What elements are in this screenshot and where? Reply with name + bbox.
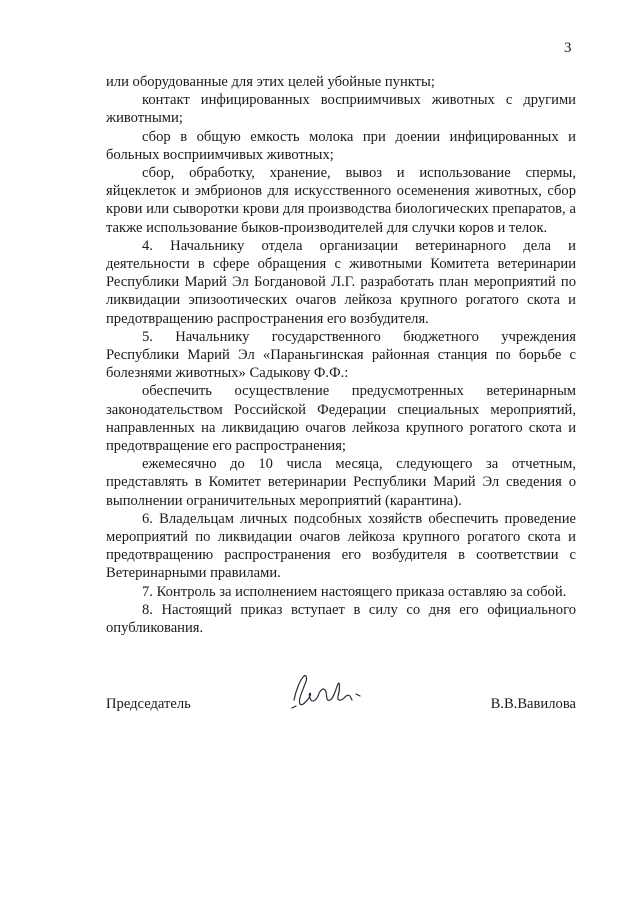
- paragraph-contact-animals: контакт инфицированных восприимчивых животных с другими животными;: [106, 92, 576, 127]
- paragraph-item-5-monthly: ежемесячно до 10 числа месяца, следующего за отчетным, представлять в Комитет ветеринарии Республики Марий Эл сведения о выполнении ограничительных мероприятий (карантина).: [106, 456, 576, 509]
- signature-block: [106, 684, 576, 724]
- document-body: [106, 73, 576, 637]
- signatory-title: Председатель: [106, 696, 191, 712]
- paragraph-item-4: 4. Начальнику отдела организации ветеринарного дела и деятельности в сфере обращения с животными Комитета ветеринарии Республики Марий Эл Богдановой Л.Г. разработать план мероприятий по ликвидации эпизоотических очагов лейкоза крупного рогатого скота и предотвращению распространения его возбудителя.: [106, 237, 576, 327]
- paragraph-continuation: или оборудованные для этих целей убойные пункты;: [106, 74, 435, 90]
- paragraph-milk-collection: сбор в общую емкость молока при доении инфицированных и больных восприимчивых животных;: [106, 128, 576, 163]
- paragraph-item-5: 5. Начальнику государственного бюджетного учреждения Республики Марий Эл «Параньгинская районная станция по борьбе с болезнями животных» Садыкову Ф.Ф.:: [106, 328, 576, 382]
- paragraph-item-6: 6. Владельцам личных подсобных хозяйств обеспечить проведение мероприятий по ликвидации очагов лейкоза крупного рогатого скота и предотвращению распространения его возбудителя в соответствии с Ветеринарными правилами.: [106, 510, 576, 582]
- paragraph-item-8: 8. Настоящий приказ вступает в силу со дня его официального опубликования.: [106, 601, 576, 637]
- paragraph-item-7: 7. Контроль за исполнением настоящего приказа оставляю за собой.: [142, 583, 567, 600]
- paragraph-item-5-ensure: обеспечить осуществление предусмотренных ветеринарным законодательством Российской Федерации специальных мероприятий, направленных на ликвидацию очагов лейкоза крупного рогатого скота и предотвращение его распространения;: [106, 383, 576, 455]
- page-number: 3: [564, 40, 572, 56]
- signatory-name: В.В.Вавилова: [490, 696, 576, 712]
- handwritten-signature-icon: [286, 670, 366, 712]
- paragraph-sperm-blood: сбор, обработку, хранение, вывоз и использование спермы, яйцеклеток и эмбрионов для искусственного осеменения животных, сбор крови или сыворотки крови для производства биологических препаратов, а также использование быков-производителей для случки коров и телок.: [106, 165, 576, 236]
